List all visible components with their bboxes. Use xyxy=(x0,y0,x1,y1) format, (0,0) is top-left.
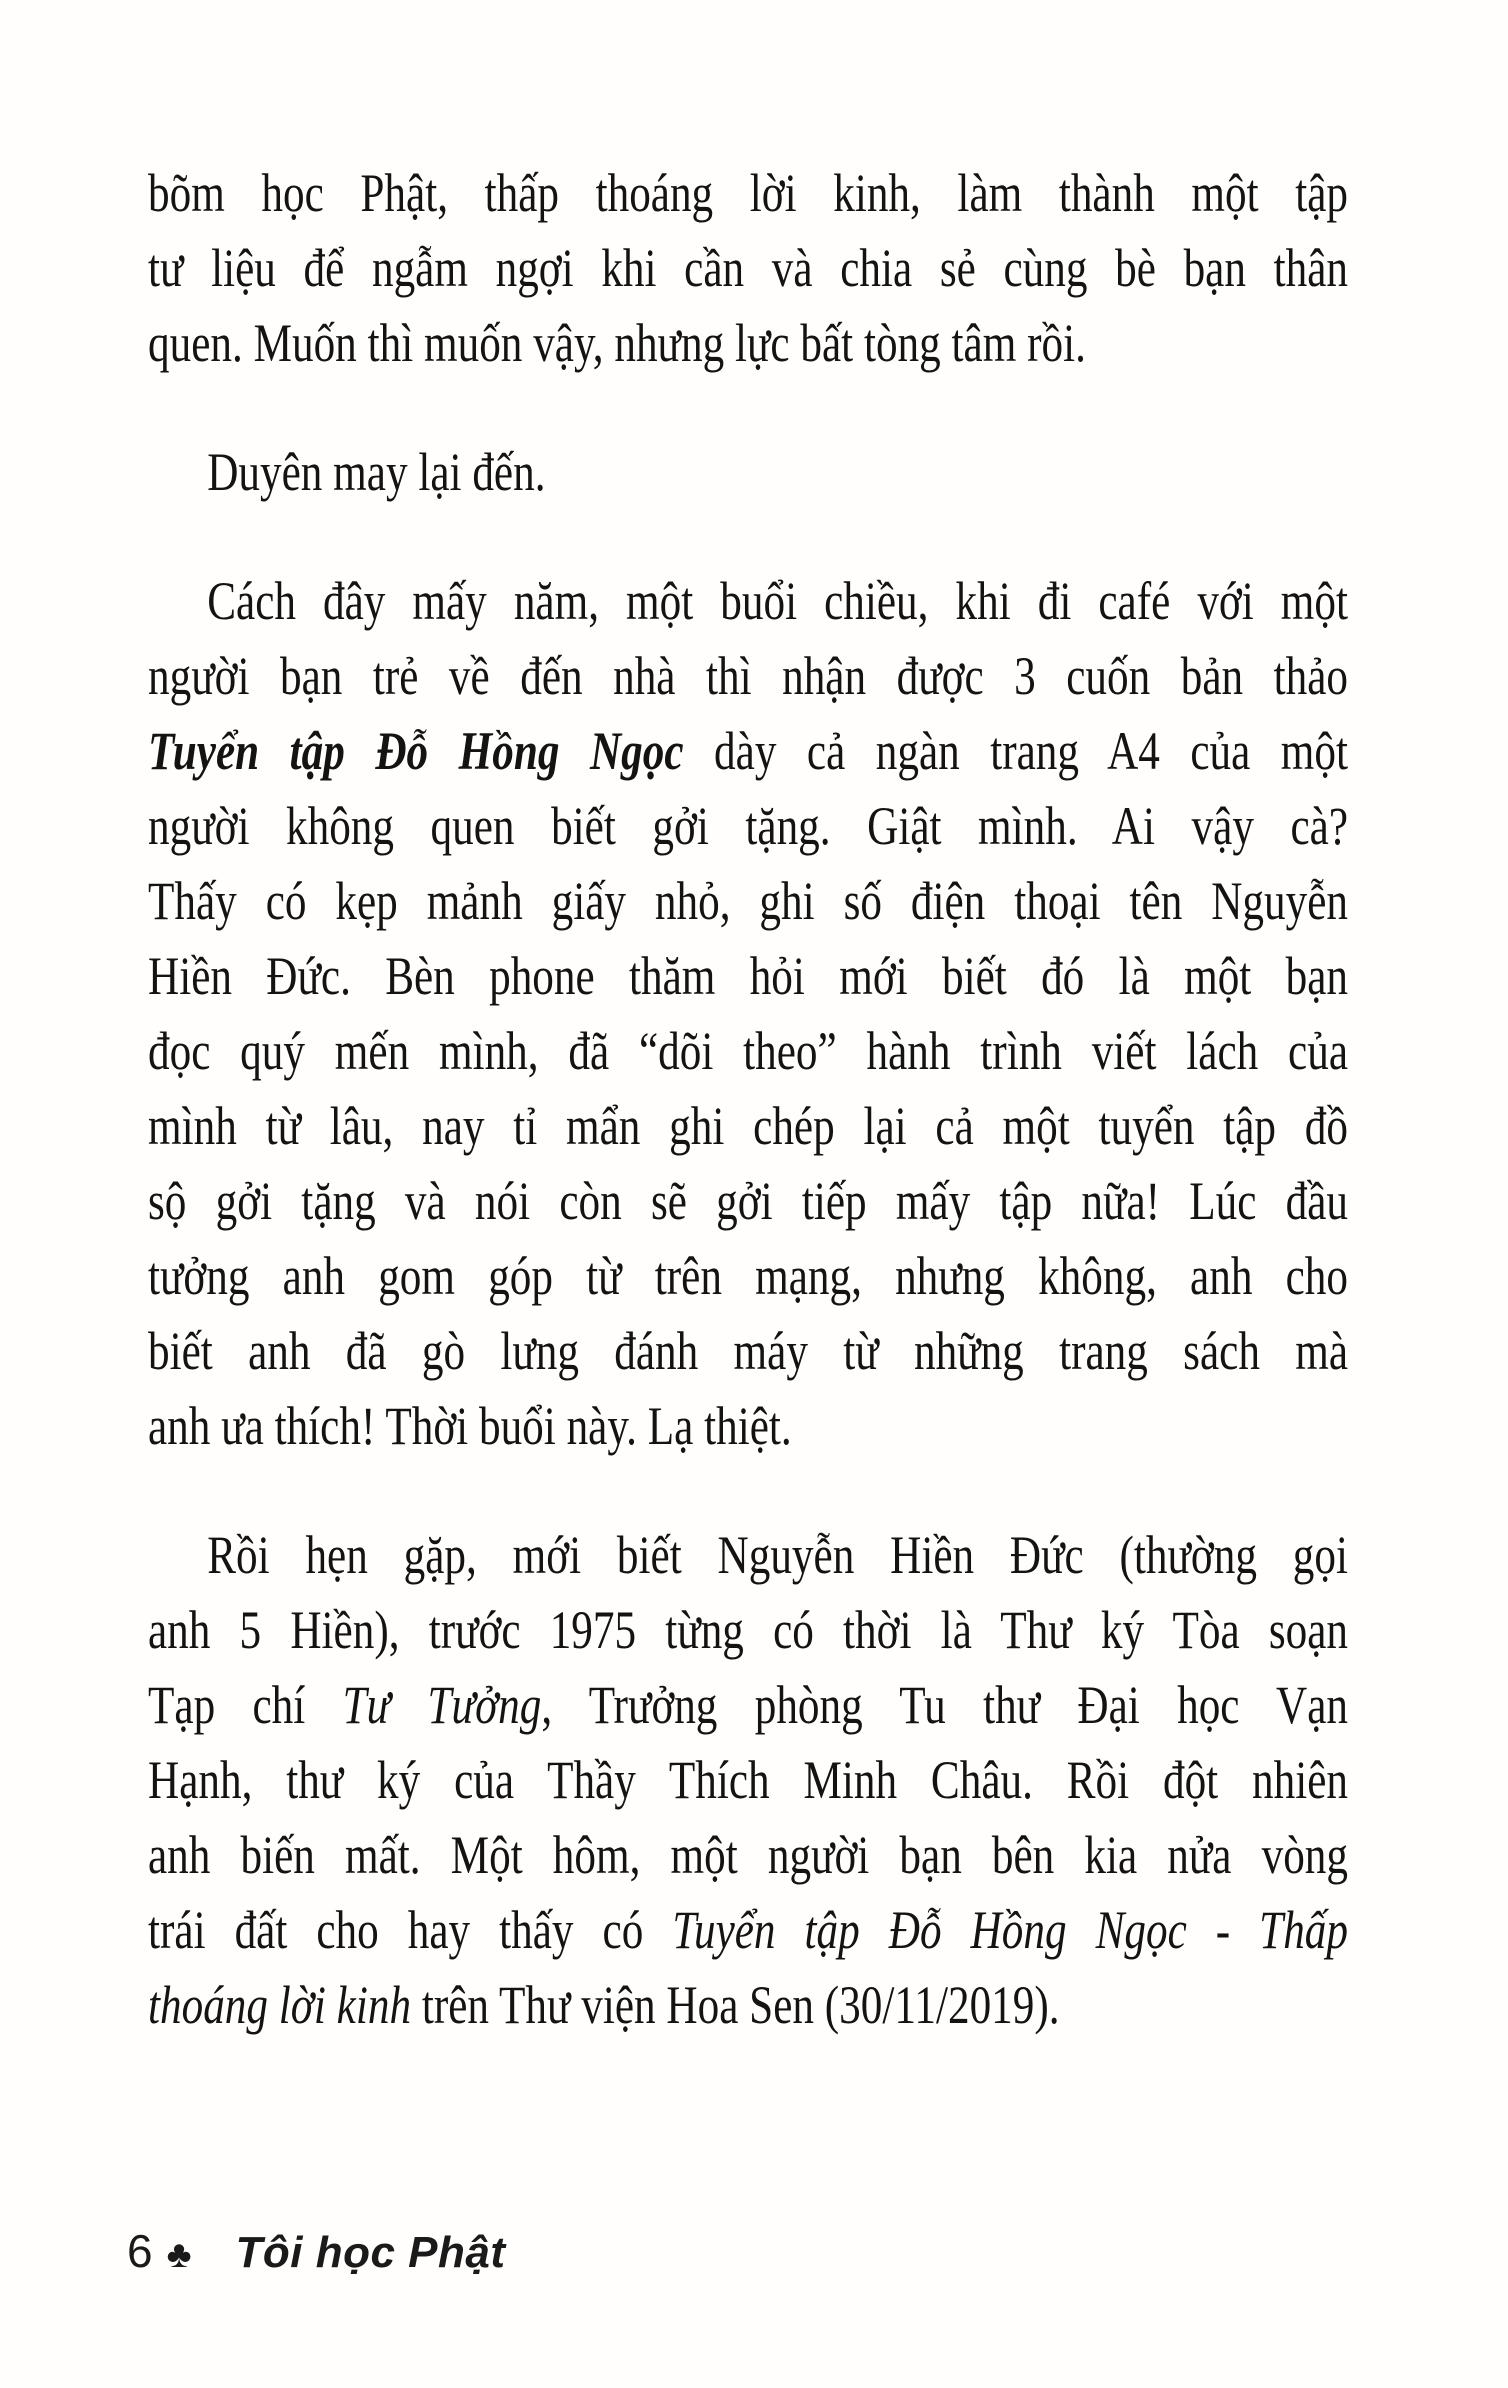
text-line xyxy=(148,714,1348,789)
text-line xyxy=(148,1389,1348,1464)
text-run: trái đất cho hay thấy có xyxy=(148,1900,673,1960)
text-line xyxy=(148,1968,1348,2043)
text-line xyxy=(148,435,1348,510)
text-run: Tư Tưởng xyxy=(342,1675,542,1735)
text-line xyxy=(148,1518,1348,1593)
text-line xyxy=(148,1668,1348,1743)
text-run: Hạnh, thư ký của Thầy Thích Minh Châu. Rồi đột nhiên xyxy=(148,1750,1348,1810)
text-run: anh biến mất. Một hôm, một người bạn bên kia nửa vòng xyxy=(148,1825,1348,1885)
text-line xyxy=(148,564,1348,639)
text-run: tưởng anh gom góp từ trên mạng, nhưng không, anh cho xyxy=(148,1246,1348,1306)
text-run: tư liệu để ngẫm ngợi khi cần và chia sẻ cùng bè bạn thân xyxy=(148,238,1348,298)
text-line xyxy=(148,231,1348,306)
text-run: người không quen biết gởi tặng. Giật mình. Ai vậy cà? xyxy=(148,796,1348,856)
text-line xyxy=(148,1314,1348,1389)
book-title: Tôi học Phật xyxy=(235,2228,506,2277)
text-run: người bạn trẻ về đến nhà thì nhận được 3 cuốn bản thảo xyxy=(148,646,1348,706)
text-line xyxy=(148,939,1348,1014)
text-line xyxy=(148,1164,1348,1239)
text-line xyxy=(148,1743,1348,1818)
text-line xyxy=(148,1014,1348,1089)
text-run: , Trưởng phòng Tu thư Đại học Vạn xyxy=(541,1675,1348,1735)
text-line xyxy=(148,1893,1348,1968)
text-run: dày cả ngàn trang A4 của một xyxy=(683,721,1348,781)
text-run: Tạp chí xyxy=(148,1675,343,1735)
paragraph xyxy=(148,156,1508,381)
paragraph xyxy=(148,564,1508,1464)
text-run: anh 5 Hiền), trước 1975 từng có thời là Thư ký Tòa soạn xyxy=(148,1600,1348,1660)
text-line xyxy=(148,306,1348,381)
text-line xyxy=(148,1089,1348,1164)
text-run: sộ gởi tặng và nói còn sẽ gởi tiếp mấy tập nữa! Lúc đầu xyxy=(148,1171,1348,1231)
text-line xyxy=(148,1239,1348,1314)
page-text-block xyxy=(148,156,1508,2043)
paragraph xyxy=(148,435,1508,510)
text-line xyxy=(148,639,1348,714)
text-line xyxy=(148,789,1348,864)
club-suit-icon: ♣ xyxy=(166,2234,192,2276)
text-run: anh ưa thích! Thời buổi này. Lạ thiệt. xyxy=(148,1396,792,1456)
paragraph xyxy=(148,1518,1508,2043)
page-footer xyxy=(127,2225,506,2277)
text-run: Duyên may lại đến. xyxy=(207,442,546,502)
text-run: quen. Muốn thì muốn vậy, nhưng lực bất tòng tâm rồi. xyxy=(148,313,1086,373)
text-run: mình từ lâu, nay tỉ mẩn ghi chép lại cả một tuyển tập đồ xyxy=(148,1096,1348,1156)
text-run: Hiền Đức. Bèn phone thăm hỏi mới biết đó là một bạn xyxy=(148,946,1348,1006)
text-run: Tuyển tập Đỗ Hồng Ngọc - Thấp xyxy=(672,1900,1348,1960)
text-run: Rồi hẹn gặp, mới biết Nguyễn Hiền Đức (thường gọi xyxy=(207,1525,1349,1585)
text-line xyxy=(148,1818,1348,1893)
text-run: thoáng lời kinh xyxy=(148,1975,412,2035)
text-line xyxy=(148,864,1348,939)
text-run: bõm học Phật, thấp thoáng lời kinh, làm thành một tập xyxy=(148,163,1348,223)
text-run: đọc quý mến mình, đã “dõi theo” hành trình viết lách của xyxy=(148,1021,1348,1081)
text-run: Thấy có kẹp mảnh giấy nhỏ, ghi số điện thoại tên Nguyễn xyxy=(148,871,1348,931)
page-number: 6 xyxy=(127,2225,153,2277)
text-run: Cách đây mấy năm, một buổi chiều, khi đi café với một xyxy=(207,571,1349,631)
text-run: Tuyển tập Đỗ Hồng Ngọc xyxy=(148,721,684,781)
text-run: trên Thư viện Hoa Sen (30/11/2019). xyxy=(411,1975,1060,2035)
text-line xyxy=(148,156,1348,231)
text-run: biết anh đã gò lưng đánh máy từ những trang sách mà xyxy=(148,1321,1348,1381)
text-line xyxy=(148,1593,1348,1668)
